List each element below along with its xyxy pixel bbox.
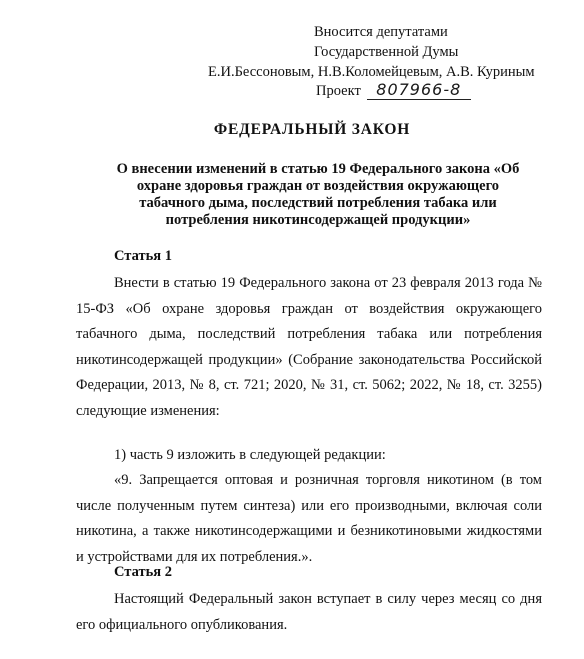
law-title: ФЕДЕРАЛЬНЫЙ ЗАКОН [213,121,411,138]
submission-line-1: Вносится депутатами [314,24,448,40]
project-number: 807966-8 [367,81,471,100]
article-1-paragraph-1: Внести в статью 19 Федерального закона от 23 февраля 2013 года № 15-ФЗ «Об охране здоровья граждан от воздействия окружающего табачного дыма, последствий потребления табака или потребления никотинсодержащей продукции» (Собрание законодательства Российской Федерации, 2013, № 8, ст. 721; 2020, № 31, ст. 5062; 2022, № 18, ст. 3255) следующие изменения: [76,275,542,419]
submission-line-3: Е.И.Бессоновым, Н.В.Коломейцевым, А.В. Куриным [208,64,535,80]
project-label: Проект [316,83,361,99]
article-2-paragraph-1: Настоящий Федеральный закон вступает в силу через месяц со дня его официального опубликования. [76,591,542,633]
article-1-heading: Статья 1 [114,248,172,264]
project-line [316,80,471,102]
article-2-heading: Статья 2 [114,564,172,580]
submission-note [208,22,568,82]
law-subtitle: О внесении изменений в статью 19 Федерального закона «Об охране здоровья граждан от воздействия окружающего табачного дыма, последствий потребления табака или потребления никотинсодержащей продукции» [116,161,520,228]
submission-line-2: Государственной Думы [314,44,459,60]
article-1-paragraph-2: 1) часть 9 изложить в следующей редакции: [114,447,386,463]
article-1-paragraph-3: «9. Запрещается оптовая и розничная торговля никотином (в том числе полученным путем синтеза) или его производными, включая соли никотина, а также никотинсодержащими и безникотиновыми жидкостями и устройствами для их потребления.». [76,472,542,565]
